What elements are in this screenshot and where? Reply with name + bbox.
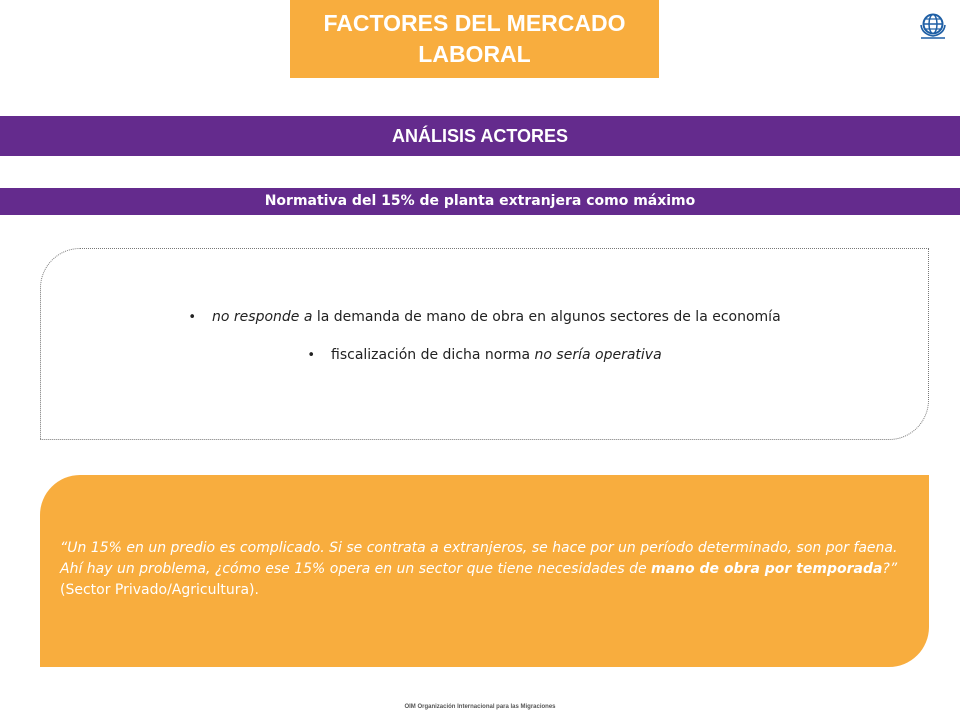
bullet-text: fiscalización de dicha norma [331, 347, 535, 363]
un-globe-icon [919, 11, 947, 39]
quote-attribution: (Sector Privado/Agricultura). [60, 582, 259, 598]
slide-title-line-2: LABORAL [418, 41, 531, 67]
bullet-text: la demanda de mano de obra en algunos sectores de la economía [312, 309, 781, 325]
bullet-emphasis: no responde a [212, 309, 313, 325]
bullet-emphasis: no sería operativa [534, 347, 662, 363]
section-subtitle-band: Normativa del 15% de planta extranjera como máximo [0, 188, 960, 215]
slide-title-line-1: FACTORES DEL MERCADO [323, 10, 626, 36]
bullet-dot-icon: • [188, 310, 197, 325]
bullet-item-demand [41, 309, 928, 325]
quote-part-1: “Un 15% en un predio es complicado. Si se contrata a extranjeros, se hace por un período determinado, son por faena. Ahí hay un problema, ¿cómo ese 15% opera en un sector que tiene necesidades de [60, 540, 898, 577]
quote-emphasis: mano de obra por temporada [651, 561, 883, 577]
key-points-panel [40, 248, 929, 440]
bullet-list [41, 309, 928, 385]
bullet-item-enforcement [41, 347, 928, 363]
bullet-dot-icon: • [307, 348, 316, 363]
slide-title [290, 0, 659, 78]
quote-panel [40, 475, 929, 667]
quote-part-2: ?” [882, 561, 898, 577]
footer-org-name: OIM Organización Internacional para las Migraciones [404, 704, 556, 710]
section-title-band: ANÁLISIS ACTORES [0, 116, 960, 156]
quote-text [60, 538, 920, 601]
